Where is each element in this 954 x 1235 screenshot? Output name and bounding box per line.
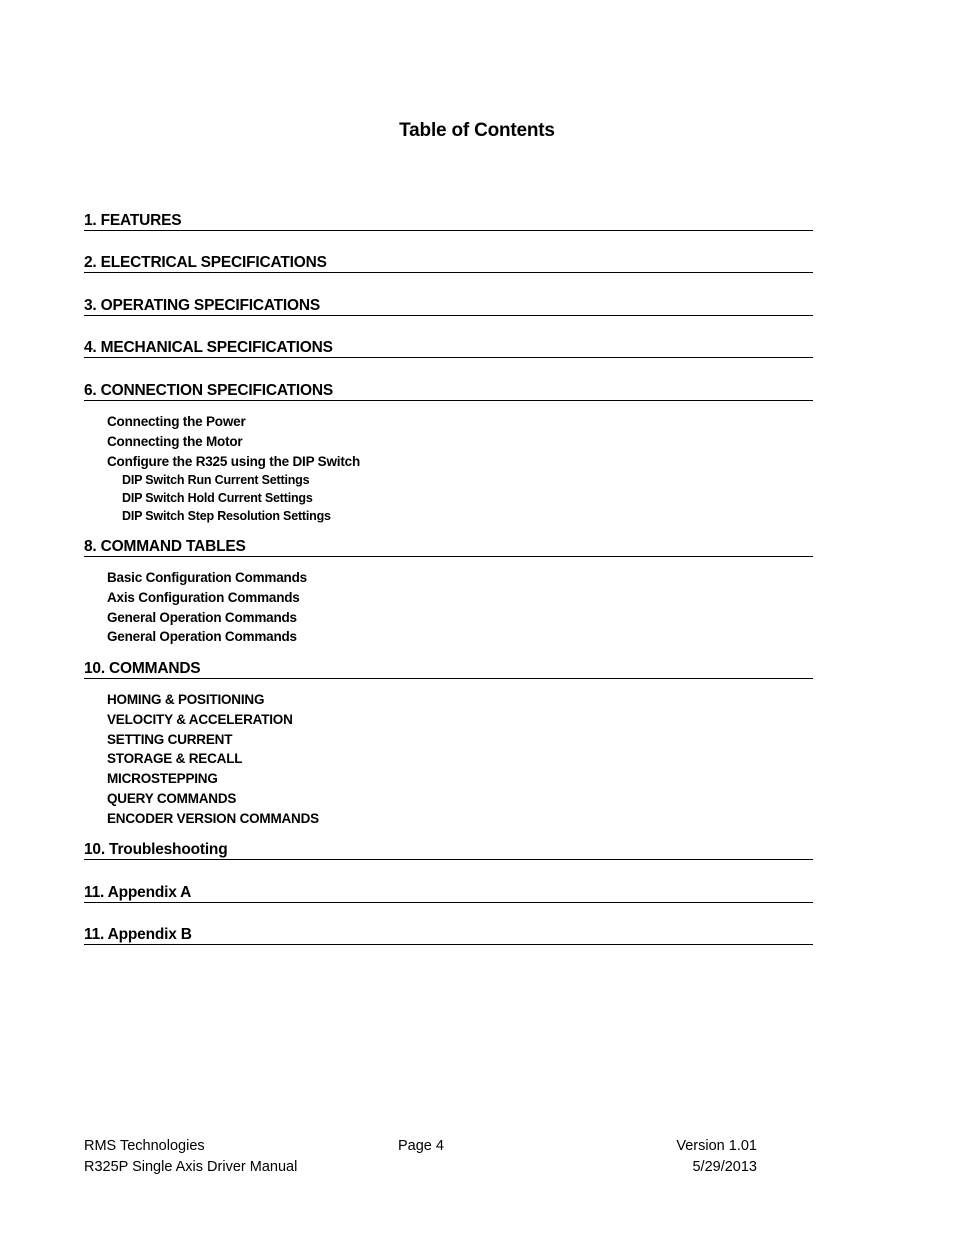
toc-subentry[interactable]: SETTING CURRENT xyxy=(107,732,233,747)
toc-entry-operating[interactable]: 3. OPERATING SPECIFICATIONS xyxy=(84,297,813,316)
toc-entry-command-tables[interactable]: 8. COMMAND TABLES xyxy=(84,538,813,557)
footer-version: Version 1.01 xyxy=(676,1138,757,1154)
toc-subentry[interactable]: General Operation Commands xyxy=(107,629,297,644)
toc-entry-mechanical[interactable]: 4. MECHANICAL SPECIFICATIONS xyxy=(84,339,813,358)
page-title: Table of Contents xyxy=(399,120,555,141)
toc-entry-commands[interactable]: 10. COMMANDS xyxy=(84,660,813,679)
toc-subentry[interactable]: ENCODER VERSION COMMANDS xyxy=(107,811,319,826)
footer-page-number: Page 4 xyxy=(398,1138,444,1154)
toc-subentry[interactable]: General Operation Commands xyxy=(107,610,297,625)
toc-subentry[interactable]: MICROSTEPPING xyxy=(107,771,218,786)
toc-subsubentry[interactable]: DIP Switch Run Current Settings xyxy=(122,473,310,487)
footer-date: 5/29/2013 xyxy=(692,1159,757,1175)
toc-subentry[interactable]: VELOCITY & ACCELERATION xyxy=(107,712,293,727)
toc-subentry[interactable]: HOMING & POSITIONING xyxy=(107,692,265,707)
footer-company: RMS Technologies xyxy=(84,1138,205,1154)
toc-subentry[interactable]: Connecting the Power xyxy=(107,414,246,429)
toc-entry-appendix-b[interactable]: 11. Appendix B xyxy=(84,926,813,945)
toc-subentry[interactable]: Axis Configuration Commands xyxy=(107,590,300,605)
toc-subsubentry[interactable]: DIP Switch Hold Current Settings xyxy=(122,491,313,505)
toc-subentry[interactable]: QUERY COMMANDS xyxy=(107,791,237,806)
toc-entry-appendix-a[interactable]: 11. Appendix A xyxy=(84,884,813,903)
toc-entry-connection[interactable]: 6. CONNECTION SPECIFICATIONS xyxy=(84,382,813,401)
toc-subsubentry[interactable]: DIP Switch Step Resolution Settings xyxy=(122,509,331,523)
toc-subentry[interactable]: Basic Configuration Commands xyxy=(107,570,307,585)
toc-entry-electrical[interactable]: 2. ELECTRICAL SPECIFICATIONS xyxy=(84,254,813,273)
toc-subentry[interactable]: STORAGE & RECALL xyxy=(107,751,243,766)
toc-subentry[interactable]: Connecting the Motor xyxy=(107,434,243,449)
footer-manual-title: R325P Single Axis Driver Manual xyxy=(84,1159,298,1175)
toc-entry-features[interactable]: 1. FEATURES xyxy=(84,212,813,231)
toc-entry-troubleshooting[interactable]: 10. Troubleshooting xyxy=(84,841,813,860)
toc-subentry[interactable]: Configure the R325 using the DIP Switch xyxy=(107,454,360,469)
